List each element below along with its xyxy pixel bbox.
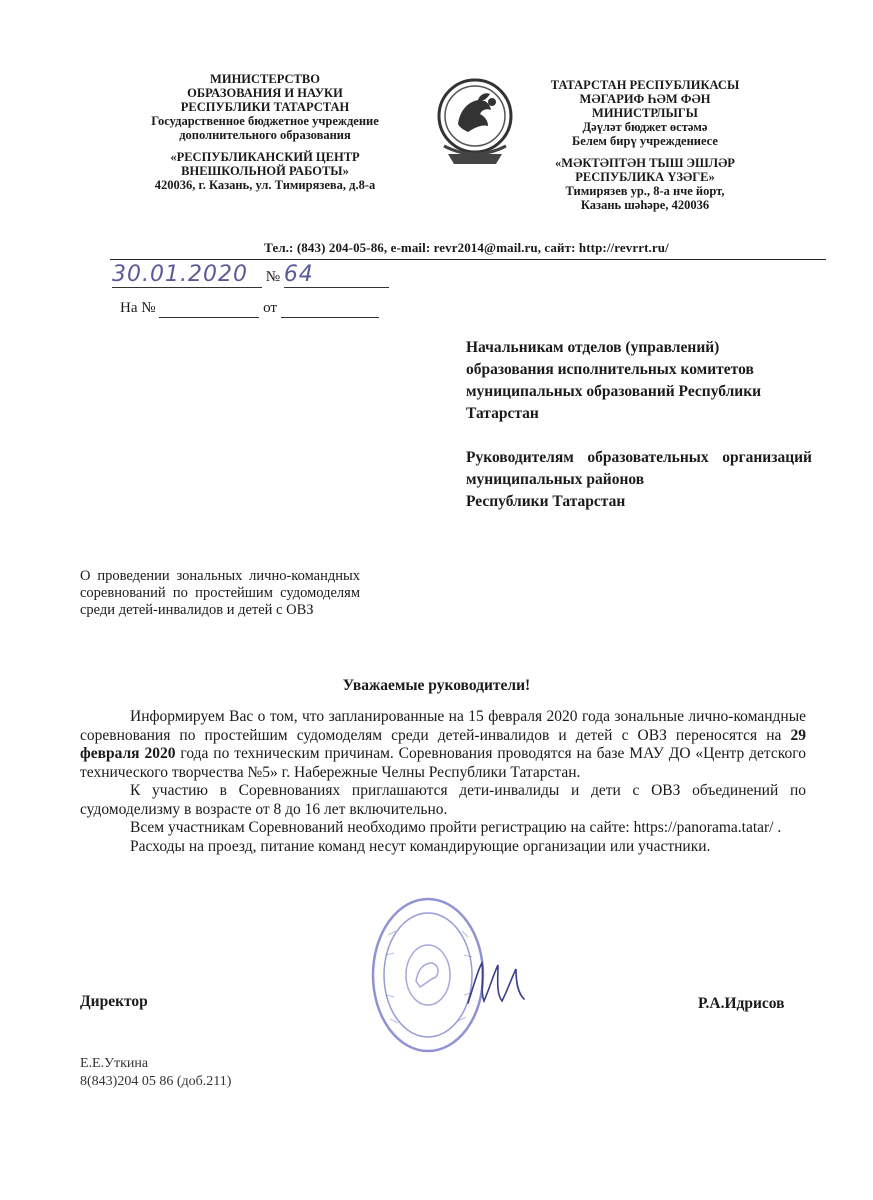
- letter-subject: О проведении зональных лично-командных соревнований по простейшим судомоделям среди детей-инвалидов и детей с ОВЗ: [80, 568, 360, 618]
- header-right: [520, 78, 770, 212]
- registration-number-field: [284, 262, 389, 288]
- registration-line: [112, 262, 389, 288]
- body-paragraph-4: Расходы на проезд, питание команд несут командирующие организации или участники.: [130, 837, 711, 855]
- registration-number: 64: [283, 262, 314, 287]
- ministry-name-ru: МИНИСТЕРСТВО ОБРАЗОВАНИЯ И НАУКИ РЕСПУБЛИКИ ТАТАРСТАН: [180, 72, 350, 114]
- header-divider: [110, 259, 826, 260]
- body-paragraph-3: Всем участникам Соревнований необходимо пройти регистрацию на сайте: https://panorama.tatar/ .: [130, 819, 782, 836]
- addressee-block: [466, 337, 812, 513]
- institution-name-ru: «РЕСПУБЛИКАНСКИЙ ЦЕНТР ВНЕШКОЛЬНОЙ РАБОТЫ»: [170, 150, 360, 178]
- director-title: Директор: [80, 993, 148, 1010]
- director-name: Р.А.Идрисов: [698, 995, 785, 1012]
- reference-line: На № от: [120, 300, 379, 318]
- institution-type-ru: Государственное бюджетное учреждение дополнительного образования: [151, 114, 379, 142]
- executor-phone: 8(843)204 05 86 (доб.211): [80, 1074, 232, 1089]
- contact-line: Тел.: (843) 204-05-86, e-mail: revr2014@mail.ru, сайт: http://revrrt.ru/: [264, 240, 669, 255]
- letter-body: [80, 708, 806, 856]
- body-paragraph-2: К участию в Соревнованиях приглашаются дети-инвалиды и дети с ОВЗ объединений по судомоделизму в возрасте от 8 до 16 лет включительно.: [80, 782, 806, 818]
- executor-name: Е.Е.Уткина: [80, 1056, 149, 1071]
- addressee-group-2: Руководителям образовательных организаций муниципальных районов Республики Татарстан: [466, 449, 812, 510]
- tatarstan-emblem-icon: [434, 72, 516, 170]
- reference-number-blank: [159, 300, 259, 318]
- addressee-group-1: Начальникам отделов (управлений) образования исполнительных комитетов муниципальных образований Республики Татарстан: [466, 339, 762, 422]
- registration-date-field: [112, 262, 262, 288]
- address-ru: 420036, г. Казань, ул. Тимирязева, д.8-а: [154, 178, 376, 192]
- header-left: [110, 72, 420, 192]
- ministry-name-tt: ТАТАРСТАН РЕСПУБЛИКАСЫ МӘГАРИФ ҺӘМ ФӘН МИНИСТРЛЫГЫ: [550, 78, 740, 120]
- number-label: №: [265, 269, 281, 285]
- executor-block: [80, 1055, 231, 1091]
- institution-type-tt: Дәүләт бюджет өстәмә Белем бирү учреждениесе: [572, 120, 718, 148]
- director-signature: [462, 955, 532, 1010]
- institution-name-tt: «МӘКТӘПТӘН ТЫШ ЭШЛӘР РЕСПУБЛИКА ҮЗӘГЕ»: [555, 156, 735, 184]
- reference-date-blank: [281, 300, 379, 318]
- body-paragraph-1: Информируем Вас о том, что запланированные на 15 февраля 2020 года зональные лично-командные соревнования по простейшим судомоделям среди детей-инвалидов и детей с ОВЗ переносятся на 29 февраля 2020 года по техническим причинам. Соревнования проводятся на базе МАУ ДО «Центр детского технического творчества №5» г. Набережные Челны Республики Татарстан.: [80, 708, 806, 781]
- registration-date: 30.01.2020: [112, 262, 248, 287]
- address-tt: Тимирязев ур., 8-а нче йорт, Казань шәһәре, 420036: [565, 184, 725, 212]
- salutation: Уважаемые руководители!: [342, 677, 531, 694]
